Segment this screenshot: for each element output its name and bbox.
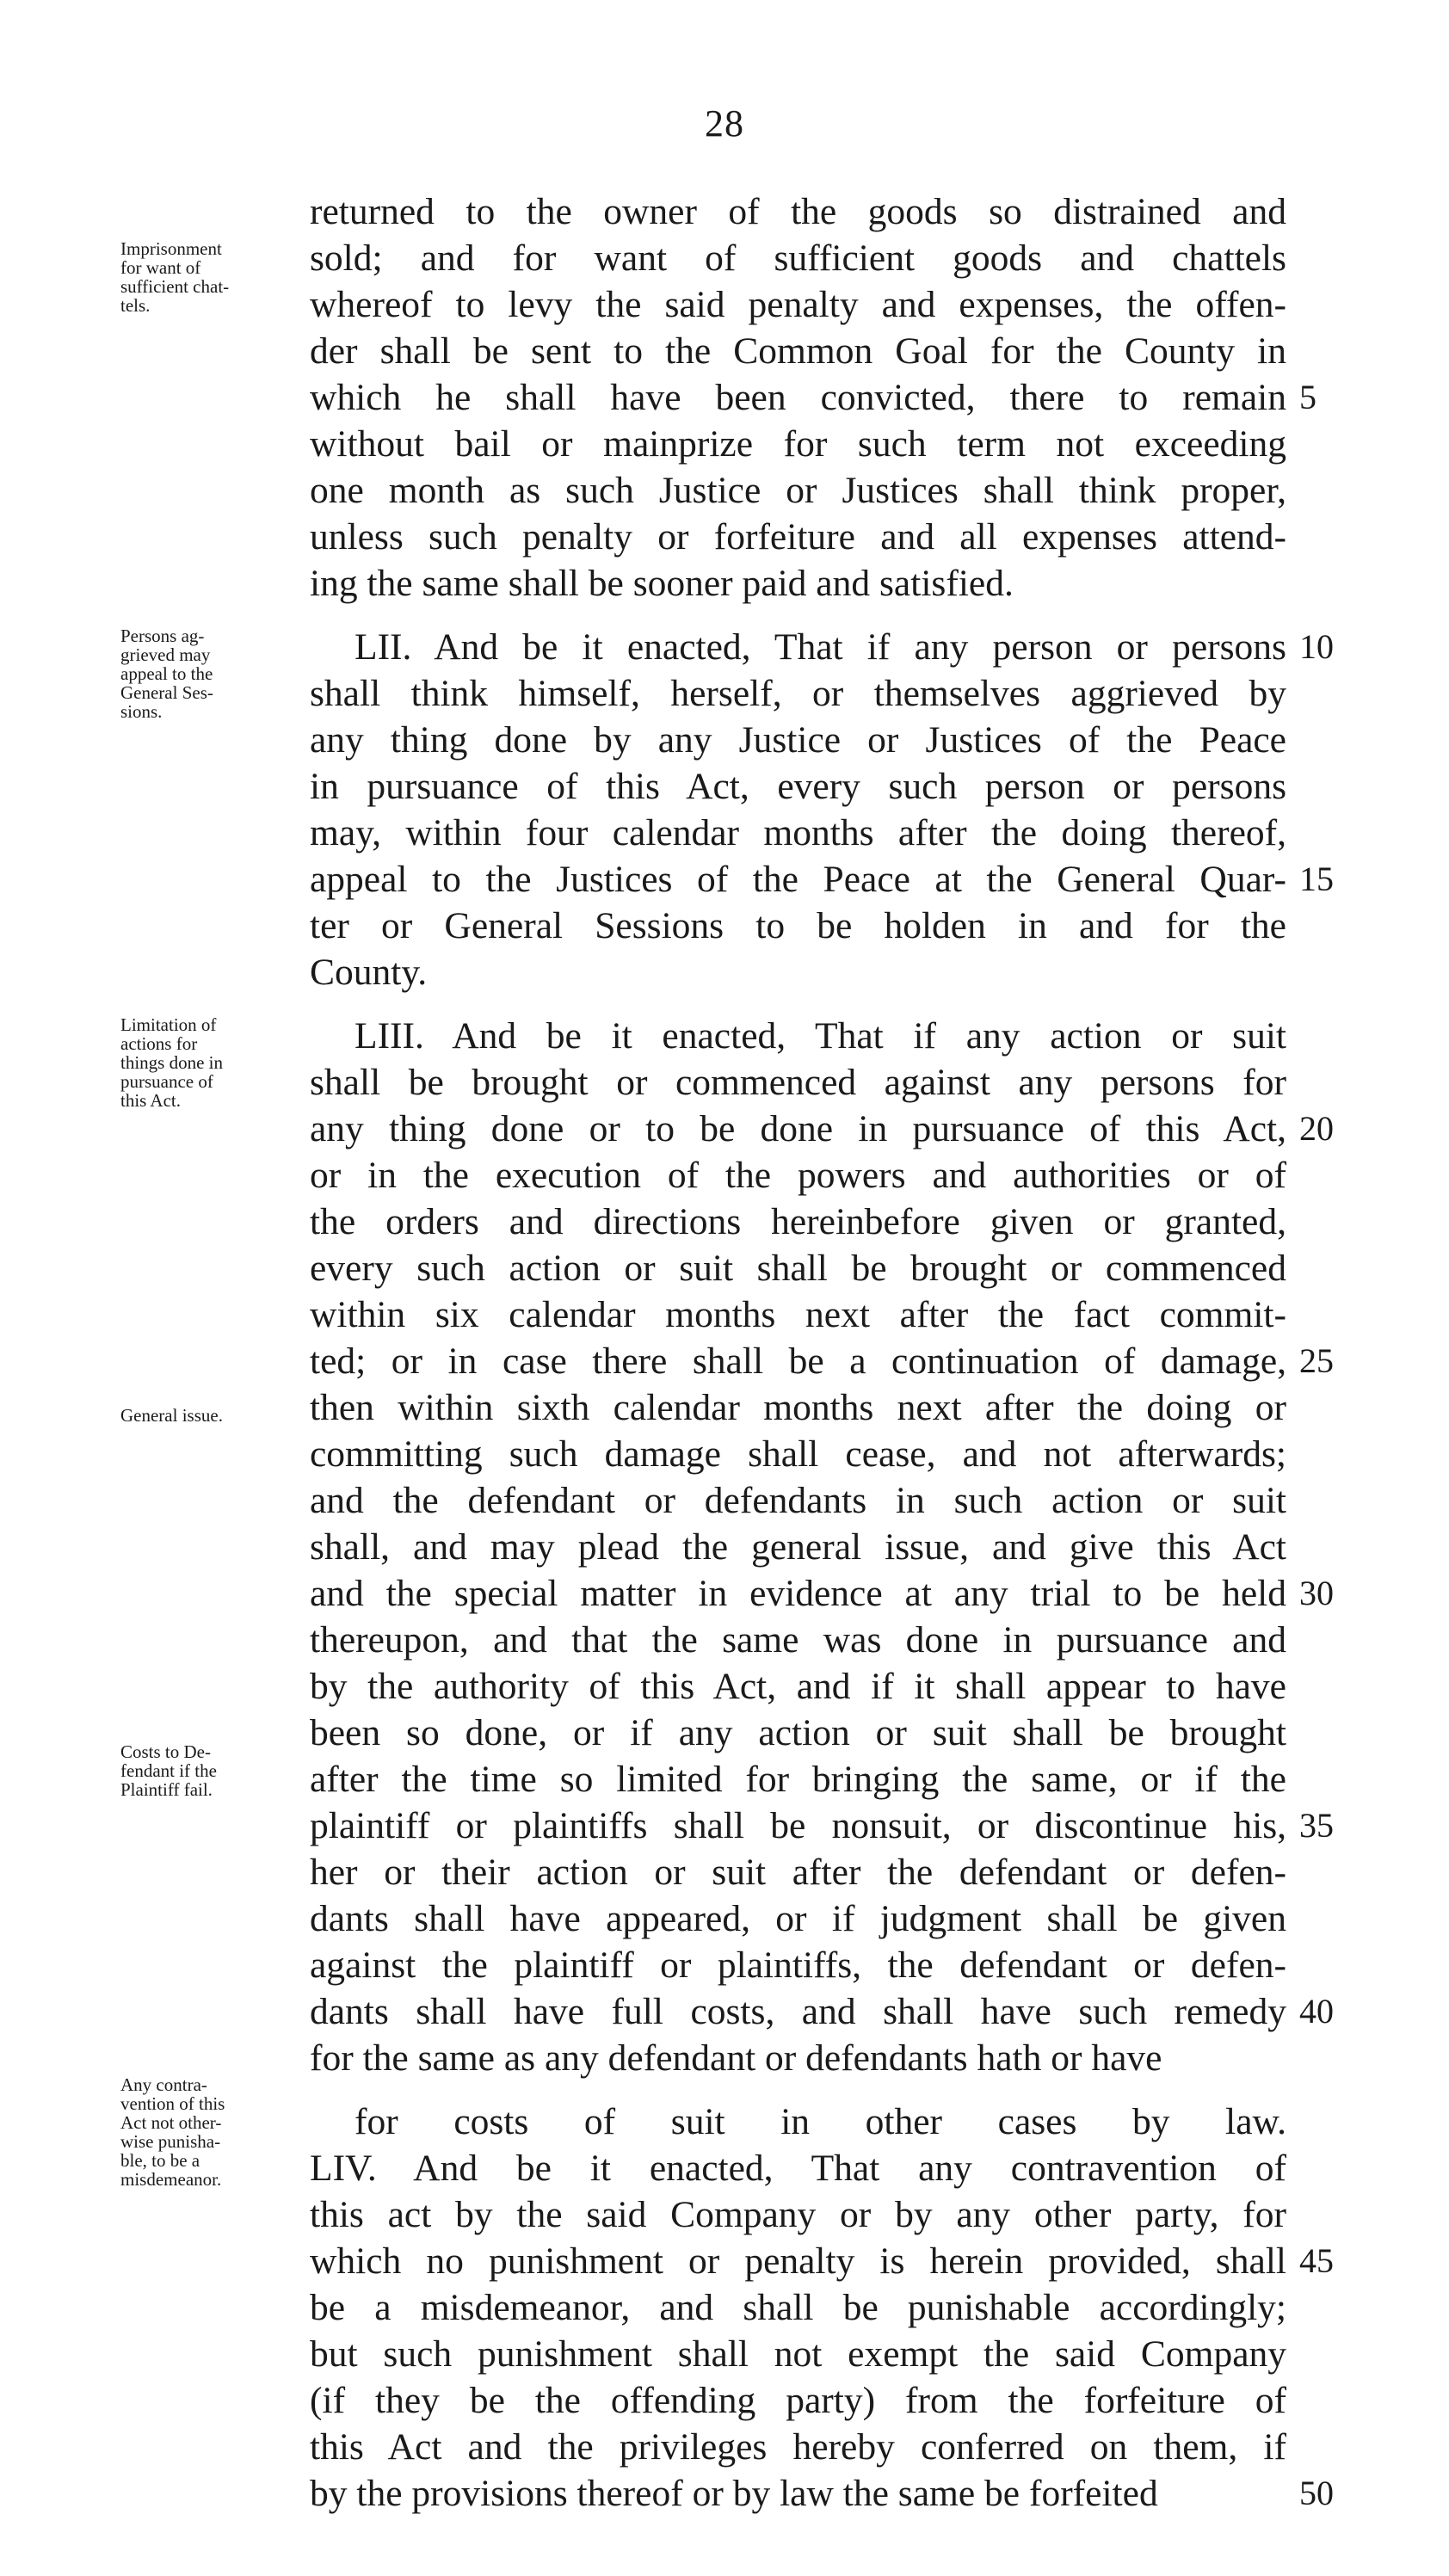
body-line: and the special matter in evidence at any trial to be held <box>310 1573 1286 1614</box>
body-line: committing such damage shall cease, and not afterwards; <box>310 1433 1286 1475</box>
body-line: ted; or in case there shall be a continuation of damage, <box>310 1340 1286 1382</box>
body-line: der shall be sent to the Common Goal for the County in <box>310 330 1286 372</box>
margin-note-costs: Costs to De- fendant if the Plaintiff fail. <box>120 1741 217 1800</box>
body-line: shall think himself, herself, or themselves aggrieved by <box>310 673 1286 714</box>
body-line: by the authority of this Act, and if it shall appear to have <box>310 1666 1286 1707</box>
line-number: 45 <box>1299 2241 1334 2280</box>
body-line: after the time so limited for bringing the same, or if the <box>310 1759 1286 1800</box>
body-line: dants shall have full costs, and shall have such remedy <box>310 1991 1286 2032</box>
body-line: and the defendant or defendants in such action or suit <box>310 1480 1286 1521</box>
body-line: the orders and directions hereinbefore given or granted, <box>310 1201 1286 1242</box>
body-line: any thing done or to be done in pursuance of this Act, <box>310 1108 1286 1149</box>
body-line: without bail or mainprize for such term not exceeding <box>310 423 1286 465</box>
body-line: then within sixth calendar months next after the doing or <box>310 1387 1286 1428</box>
body-line: sold; and for want of sufficient goods and chattels <box>310 237 1286 279</box>
body-line: shall be brought or commenced against any persons for <box>310 1062 1286 1103</box>
margin-note-general-issue: General issue. <box>120 1405 223 1426</box>
body-line: this Act and the privileges hereby conferred on them, if <box>310 2426 1286 2468</box>
margin-note-contravention: Any contra- vention of this Act not other- wise punisha- ble, to be a misdemeanor. <box>120 2074 225 2190</box>
body-line: appeal to the Justices of the Peace at the General Quar- <box>310 859 1286 900</box>
section-heading-line: LIII. And be it enacted, That if any action or suit <box>355 1015 1286 1057</box>
body-line: (if they be the offending party) from the forfeiture of <box>310 2380 1286 2421</box>
line-number: 50 <box>1299 2474 1334 2512</box>
page-number: 28 <box>705 102 744 145</box>
line-number: 30 <box>1299 1574 1334 1612</box>
margin-note-limitation: Limitation of actions for things done in pursuance of this Act. <box>120 1014 223 1111</box>
line-number: 35 <box>1299 1806 1334 1845</box>
body-line: returned to the owner of the goods so distrained and <box>310 191 1286 232</box>
line-number: 25 <box>1299 1341 1334 1380</box>
body-line: may, within four calendar months after the doing thereof, <box>310 812 1286 854</box>
body-line: in pursuance of this Act, every such person or persons <box>310 766 1286 807</box>
line-number: 20 <box>1299 1109 1334 1148</box>
body-line: but such punishment shall not exempt the said Company <box>310 2333 1286 2375</box>
body-line: been so done, or if any action or suit shall be brought <box>310 1712 1286 1753</box>
body-line: ing the same shall be sooner paid and satisfied. <box>310 563 1014 604</box>
body-line: plaintiff or plaintiffs shall be nonsuit, or discontinue his, <box>310 1805 1286 1846</box>
body-line: any thing done by any Justice or Justices of the Peace <box>310 719 1286 761</box>
line-number: 5 <box>1299 378 1316 416</box>
body-line: which no punishment or penalty is herein provided, shall <box>310 2240 1286 2282</box>
body-line: unless such penalty or forfeiture and all expenses attend- <box>310 516 1286 558</box>
margin-note-imprisonment: Imprisonment for want of sufficient chat- tels. <box>120 238 230 316</box>
section-heading-line: LII. And be it enacted, That if any person or persons <box>355 626 1286 668</box>
body-line: ter or General Sessions to be holden in and for the <box>310 905 1286 946</box>
body-line: thereupon, and that the same was done in pursuance and <box>310 1619 1286 1661</box>
body-line: every such action or suit shall be brought or commenced <box>310 1248 1286 1289</box>
line-number: 15 <box>1299 860 1334 898</box>
line-number: 10 <box>1299 627 1334 666</box>
body-line: one month as such Justice or Justices shall think proper, <box>310 470 1286 511</box>
body-line: within six calendar months next after the fact commit- <box>310 1294 1286 1335</box>
body-line: for the same as any defendant or defendants hath or have <box>310 2037 1162 2079</box>
body-line: be a misdemeanor, and shall be punishable accordingly; <box>310 2287 1286 2328</box>
body-line: or in the execution of the powers and authorities or of <box>310 1155 1286 1196</box>
body-line: County. <box>310 952 428 993</box>
section-heading-line: for costs of suit in other cases by law. <box>355 2101 1286 2142</box>
line-number: 40 <box>1299 1992 1334 2031</box>
body-line: which he shall have been convicted, there to remain <box>310 377 1286 418</box>
body-line: LIV. And be it enacted, That any contravention of <box>310 2148 1286 2189</box>
body-line: dants shall have appeared, or if judgment shall be given <box>310 1898 1286 1939</box>
body-line: whereof to levy the said penalty and expenses, the offen- <box>310 284 1286 325</box>
body-line: by the provisions thereof or by law the same be forfeited <box>310 2473 1158 2514</box>
body-line: shall, and may plead the general issue, and give this Act <box>310 1526 1286 1568</box>
body-line: this act by the said Company or by any other party, for <box>310 2194 1286 2235</box>
body-line: her or their action or suit after the defendant or defen- <box>310 1852 1286 1893</box>
body-line: against the plaintiff or plaintiffs, the defendant or defen- <box>310 1944 1286 1986</box>
margin-note-appeal: Persons ag- grieved may appeal to the General Ses- sions. <box>120 626 213 722</box>
